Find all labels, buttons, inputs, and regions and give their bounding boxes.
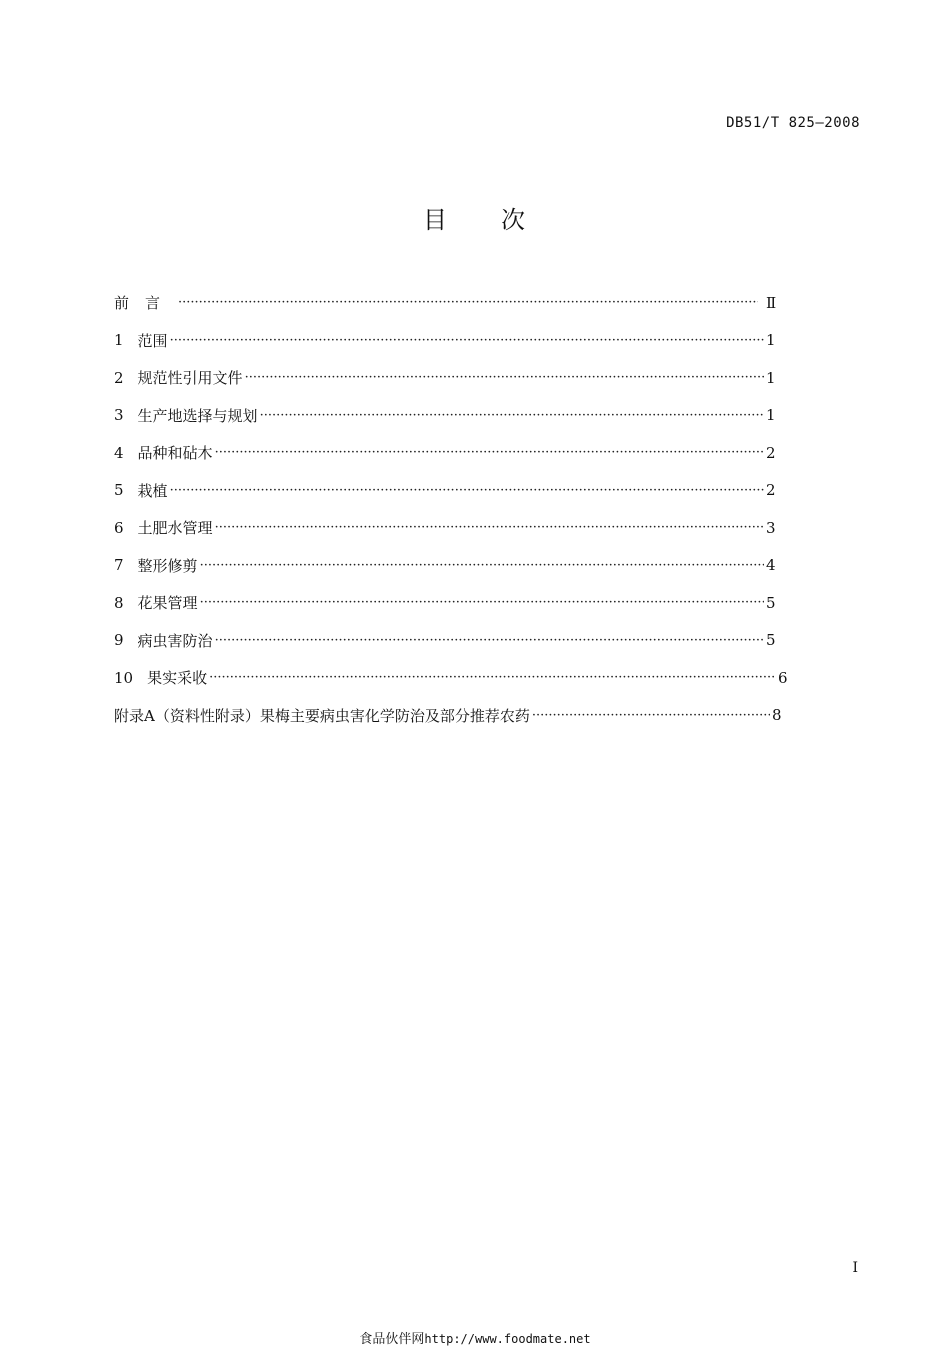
toc-entry-label: 规范性引用文件 bbox=[137, 369, 243, 388]
toc-entry-5[interactable] bbox=[114, 472, 774, 510]
toc-leader-dots bbox=[178, 295, 758, 310]
toc-entry-10[interactable] bbox=[114, 659, 788, 697]
toc-leader-dots bbox=[200, 558, 764, 573]
toc-entry-label: 附录A（资料性附录）果梅主要病虫害化学防治及部分推荐农药 bbox=[114, 706, 530, 725]
toc-entry-number: 1 bbox=[114, 331, 124, 350]
toc-entry-page: 5 bbox=[766, 631, 776, 650]
toc-leader-dots bbox=[170, 333, 764, 348]
toc-entry-page: 1 bbox=[766, 406, 776, 425]
toc-leader-dots bbox=[215, 445, 764, 460]
toc-entry-1[interactable] bbox=[114, 322, 774, 360]
toc-entry-2[interactable] bbox=[114, 359, 774, 397]
toc-entry-page: 2 bbox=[766, 443, 776, 462]
toc-leader-dots bbox=[260, 408, 764, 423]
toc-entry-9[interactable] bbox=[114, 622, 774, 660]
toc-entry-6[interactable] bbox=[114, 509, 774, 547]
toc-entry-label: 花果管理 bbox=[137, 594, 198, 613]
standard-code: DB51/T 825—2008 bbox=[726, 115, 860, 131]
toc-entry-number: 5 bbox=[114, 481, 124, 500]
toc-entry-page: 2 bbox=[766, 481, 776, 500]
toc-leader-dots bbox=[209, 670, 776, 685]
toc-entry-page: 8 bbox=[772, 706, 782, 725]
toc-entry-number: 4 bbox=[114, 443, 124, 462]
toc-entry-label: 果实采收 bbox=[147, 669, 208, 688]
toc-entry-page: 4 bbox=[766, 556, 776, 575]
watermark-site-name: 食品伙伴网 bbox=[359, 1332, 425, 1347]
toc-entry-4[interactable] bbox=[114, 434, 774, 472]
toc-entry-page: Ⅱ bbox=[766, 293, 777, 312]
toc-entry-page: 6 bbox=[778, 668, 788, 687]
toc-entry-label: 范围 bbox=[137, 331, 168, 350]
toc-entry-7[interactable] bbox=[114, 547, 774, 585]
toc-entry-label: 品种和砧木 bbox=[137, 444, 213, 463]
toc-leader-dots bbox=[245, 370, 764, 385]
toc-entry-number: 10 bbox=[114, 668, 134, 687]
toc-entry-label: 生产地选择与规划 bbox=[137, 406, 258, 425]
watermark-url[interactable]: http://www.foodmate.net bbox=[424, 1332, 591, 1346]
toc-leader-dots bbox=[200, 595, 764, 610]
toc-entry-number: 7 bbox=[114, 556, 124, 575]
toc-entry-3[interactable] bbox=[114, 397, 774, 435]
toc-entry-label: 病虫害防治 bbox=[137, 631, 213, 650]
toc-leader-dots bbox=[215, 520, 764, 535]
toc-entry-page: 5 bbox=[766, 593, 776, 612]
toc-title-char-1: 目 bbox=[423, 206, 449, 234]
toc-entry-label: 栽植 bbox=[137, 481, 168, 500]
toc-entry-number: 6 bbox=[114, 518, 124, 537]
toc-entry-label: 整形修剪 bbox=[137, 556, 198, 575]
toc-entry-8[interactable] bbox=[114, 584, 774, 622]
toc-entry-label: 前言 bbox=[114, 294, 177, 313]
toc-entry-foreword[interactable] bbox=[114, 284, 777, 322]
toc-title bbox=[0, 200, 950, 235]
table-of-contents bbox=[114, 284, 788, 734]
watermark bbox=[0, 1328, 950, 1347]
toc-entry-number: 2 bbox=[114, 368, 124, 387]
toc-leader-dots bbox=[532, 708, 770, 723]
toc-entry-page: 1 bbox=[766, 368, 776, 387]
toc-leader-dots bbox=[170, 483, 764, 498]
toc-entry-page: 1 bbox=[766, 331, 776, 350]
toc-entry-number: 3 bbox=[114, 406, 124, 425]
toc-entry-appendix-a[interactable] bbox=[114, 697, 782, 735]
page-number: I bbox=[852, 1260, 858, 1276]
toc-entry-page: 3 bbox=[766, 518, 776, 537]
toc-entry-label: 土肥水管理 bbox=[137, 519, 213, 538]
toc-entry-number: 8 bbox=[114, 593, 124, 612]
toc-title-char-2: 次 bbox=[501, 206, 527, 234]
toc-entry-number: 9 bbox=[114, 631, 124, 650]
toc-leader-dots bbox=[215, 633, 764, 648]
